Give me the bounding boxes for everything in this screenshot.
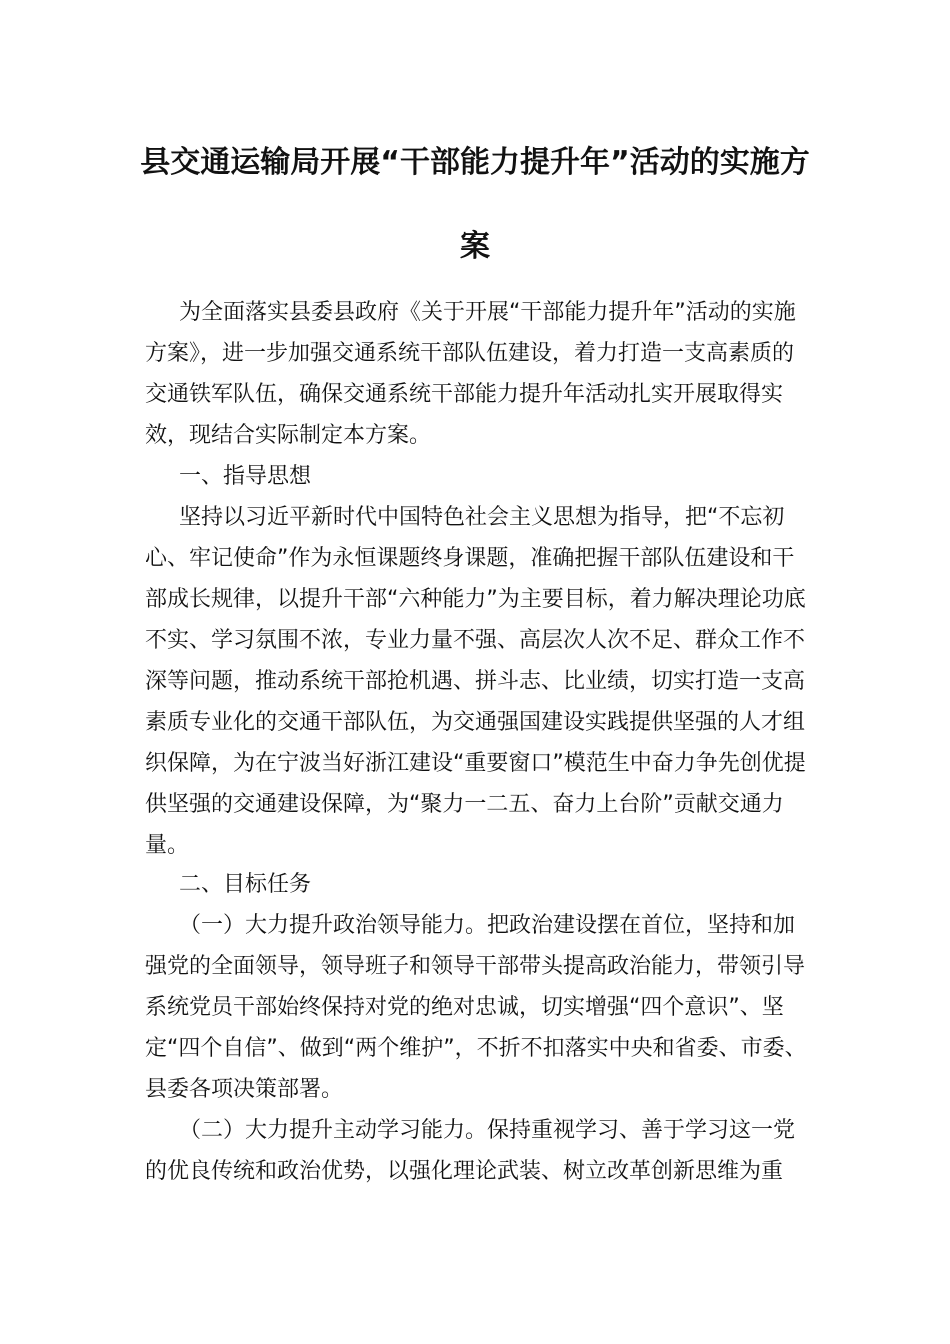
section-2-item-1: （一）大力提升政治领导能力。把政治建设摆在首位，坚持和加强党的全面领导，领导班子和领导干部带头提高政治能力，带领引导系统党员干部始终保持对党的绝对忠诚，切实增强“四个意识”、坚定“四个自信”、做到“两个维护”，不折不扣落实中央和省委、市委、县委各项决策部署。 — [145, 913, 807, 1102]
section-2-heading: 二、目标任务 — [179, 872, 312, 897]
intro-paragraph: 为全面落实县委县政府《关于开展“干部能力提升年”活动的实施方案》，进一步加强交通系统干部队伍建设，着力打造一支高素质的交通铁军队伍，确保交通系统干部能力提升年活动扎实开展取得实效，现结合实际制定本方案。 — [145, 300, 796, 448]
section-1-heading: 一、指导思想 — [179, 464, 312, 489]
section-2-item-2: （二）大力提升主动学习能力。保持重视学习、善于学习这一党的优良传统和政治优势，以强化理论武装、树立改革创新思维为重 — [145, 1118, 796, 1184]
document-title-line-2: 案 — [460, 229, 490, 264]
section-1-body: 坚持以习近平新时代中国特色社会主义思想为指导，把“不忘初心、牢记使命”作为永恒课题终身课题，准确把握干部队伍建设和干部成长规律，以提升干部“六种能力”为主要目标，着力解决理论功底不实、学习氛围不浓，专业力量不强、高层次人次不足、群众工作不深等问题，推动系统干部抢机遇、拼斗志、比业绩，切实打造一支高素质专业化的交通干部队伍，为交通强国建设实践提供坚强的人才组织保障，为在宁波当好浙江建设“重要窗口”模范生中奋力争先创优提供坚强的交通建设保障，为“聚力一二五、奋力上台阶”贡献交通力量。 — [145, 505, 806, 858]
document-title-line-1: 县交通运输局开展“干部能力提升年”活动的实施方 — [140, 145, 810, 180]
